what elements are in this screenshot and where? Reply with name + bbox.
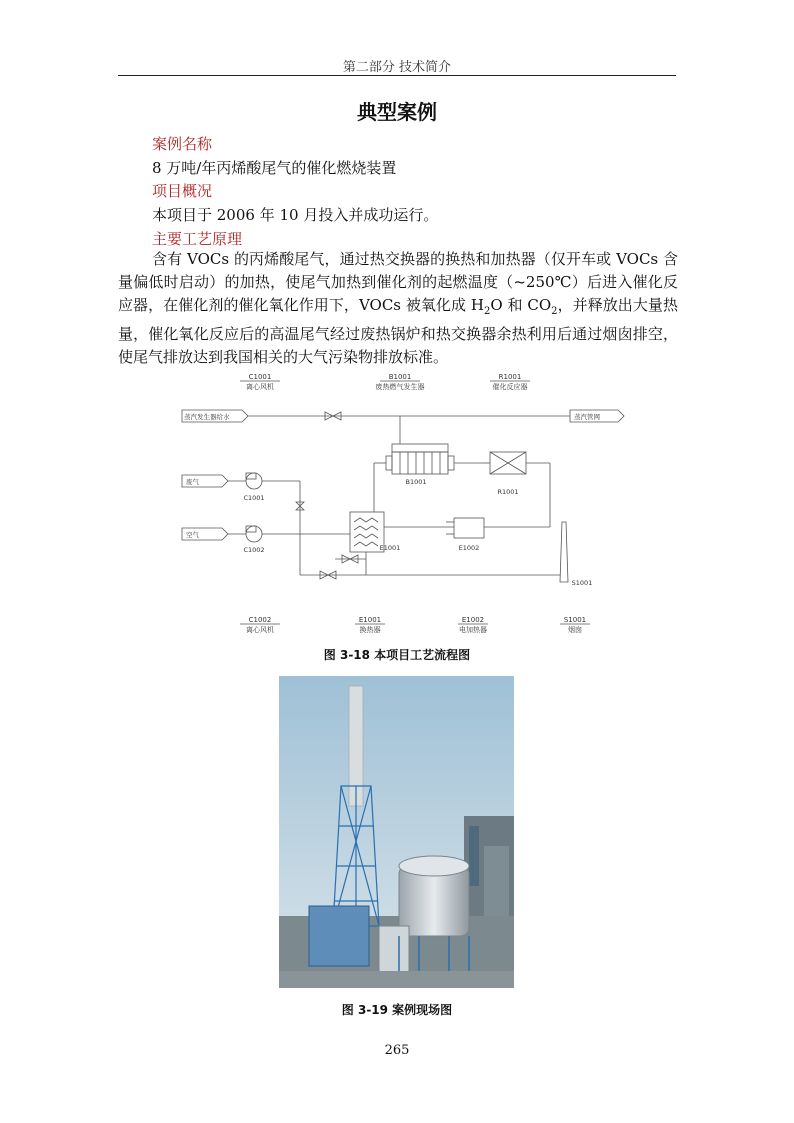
- label-b1001-name: 废热燃气发生器: [375, 383, 425, 391]
- process-flow-diagram: [170, 372, 630, 642]
- legend-c1002-name: 离心风机: [246, 626, 274, 634]
- tag-e1001: E1001: [379, 544, 401, 552]
- legend-e1002-name: 电加热器: [459, 626, 487, 634]
- tag-e1002: E1002: [458, 544, 480, 552]
- label-r1001-code: R1001: [498, 373, 522, 381]
- legend-e1001-code: E1001: [358, 616, 382, 624]
- legend-c1002-code: C1002: [248, 616, 272, 624]
- legend-s1001-name: 烟囱: [568, 626, 582, 634]
- legend-s1001-code: S1001: [563, 616, 587, 624]
- tag-c1002: C1002: [243, 546, 265, 554]
- outlet-steam-label: 蒸汽管网: [574, 413, 600, 421]
- label-c1001-code: C1001: [248, 373, 272, 381]
- case-name-text: 8 万吨/年丙烯酸尾气的催化燃烧装置: [152, 159, 397, 177]
- site-photo: [279, 676, 514, 988]
- figure-caption-flow: 图 3-18 本项目工艺流程图: [323, 648, 471, 662]
- principle-paragraph: 含有 VOCs 的丙烯酸尾气，通过热交换器的换热和加热器（仅开车或 VOCs 含量偏低时启动）的加热，使尾气加热到催化剂的起燃温度（~250℃）后进入催化反应器，在催化剂的催化氧化作用下，VOCs 被氧化成 $H_2O$ 和 $CO_2$，并释放出大量热量，催化氧化反应后的高温尾气经过废热锅炉和热交换器余热利用后通过烟囱排空，使尾气排放达到我国相关的大气污染物排放标准。: [118, 250, 678, 366]
- overview-text: 本项目于 2006 年 10 月投入并成功运行。: [152, 206, 439, 224]
- inlet-gas-label: 废气: [186, 478, 199, 486]
- label-r1001-name: 催化反应器: [492, 383, 528, 391]
- principle-heading: 主要工艺原理: [152, 230, 243, 248]
- tag-b1001: B1001: [405, 478, 427, 486]
- page-number: 265: [384, 1043, 410, 1058]
- tag-c1001: C1001: [243, 494, 265, 502]
- running-header: 第二部分 技术简介: [342, 60, 452, 75]
- legend-e1001-name: 换热器: [359, 626, 381, 634]
- figure-caption-photo: 图 3-19 案例现场图: [341, 1003, 453, 1017]
- overview-heading: 项目概况: [152, 182, 213, 200]
- inlet-water-label: 蒸汽发生器给水: [184, 413, 230, 421]
- inlet-air-label: 空气: [186, 531, 199, 539]
- header-rule: [118, 75, 676, 76]
- tag-s1001: S1001: [571, 579, 593, 587]
- legend-e1002-code: E1002: [461, 616, 485, 624]
- tag-r1001: R1001: [497, 488, 519, 496]
- label-b1001-code: B1001: [388, 373, 412, 381]
- label-c1001-name: 离心风机: [246, 383, 274, 391]
- case-name-heading: 案例名称: [152, 135, 213, 153]
- page-title: 典型案例: [357, 100, 437, 124]
